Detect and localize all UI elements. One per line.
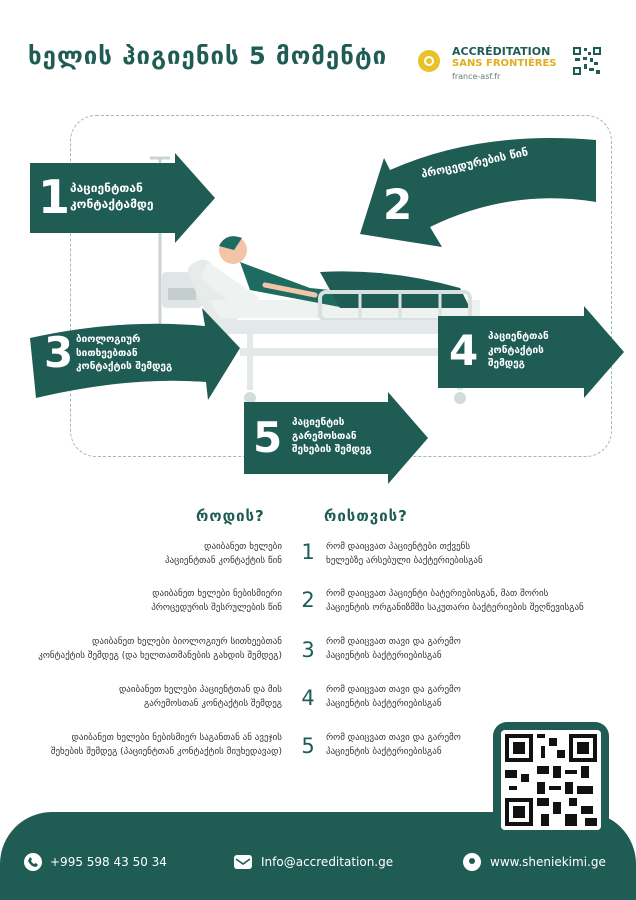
- why-row-3-line-2: პაციენტის ბაქტერიებისგან: [326, 650, 442, 661]
- org-name-line-2: SANS FRONTIÈRES: [452, 58, 557, 69]
- row-5-number: 5: [301, 734, 315, 758]
- qr-code-small: [572, 46, 602, 76]
- when-header: როდის?: [196, 507, 265, 525]
- when-row-3-line-1: დაიბანეთ ხელები ბიოლოგიურ სითხეებთან: [92, 637, 282, 647]
- why-row-3: [326, 636, 566, 664]
- moment-5-number: 5: [253, 413, 283, 462]
- why-row-4-line-1: რომ დაიცვათ თავი და გარემო: [326, 685, 461, 695]
- why-row-2: [326, 588, 626, 616]
- moment-5-label-line-2: გარემოსთან: [292, 430, 357, 442]
- moment-3-label-line-1: ბიოლოგიურ: [76, 334, 141, 345]
- asf-logo-icon: [418, 50, 440, 72]
- why-row-1-line-1: რომ დაიცვათ პაციენტები თქვენს: [326, 542, 471, 552]
- qr-code-large: [501, 730, 601, 830]
- why-row-3-line-1: რომ დაიცვათ თავი და გარემო: [326, 637, 461, 647]
- why-row-1: [326, 541, 566, 569]
- moment-1-label-line-1: პაციენტთან: [70, 181, 143, 195]
- why-row-5: [326, 732, 486, 760]
- org-url[interactable]: france-asf.fr: [452, 72, 501, 81]
- why-row-1-line-2: ხელებზე არსებული ბაქტერიებისგან: [326, 555, 483, 566]
- row-2-number: 2: [301, 588, 315, 612]
- moment-5-label-line-1: პაციენტის: [292, 417, 345, 428]
- moment-2-number: 2: [383, 180, 413, 229]
- why-row-4: [326, 684, 566, 712]
- row-3-number: 3: [301, 638, 315, 662]
- moment-4-label-line-1: პაციენტთან: [488, 331, 549, 342]
- website-link[interactable]: www.sheniekimi.ge: [490, 855, 606, 869]
- when-row-5-line-1: დაიბანეთ ხელები ნებისმიერ საგანთან ან ავეჯის: [71, 733, 282, 743]
- why-row-2-line-1: რომ დაიცვათ პაციენტი ბატერიებისგან, მათ შორის: [326, 589, 549, 599]
- why-row-4-line-2: პაციენტის ბაქტერიებისგან: [326, 698, 442, 709]
- moment-4-label: [488, 330, 549, 371]
- moment-3-number: 3: [44, 328, 74, 377]
- when-row-4: [12, 684, 282, 712]
- email-icon: [234, 855, 252, 869]
- row-4-number: 4: [301, 686, 315, 710]
- why-row-5-line-2: პაციენტის ბაქტერიებისგან: [326, 746, 442, 757]
- when-row-4-line-2: გარემოსთან კონტაქტის შემდეგ: [144, 698, 282, 709]
- moment-3-label-line-3: კონტაქტის შემდეგ: [76, 361, 173, 372]
- moment-1-label-line-2: კონტაქტამდე: [70, 197, 154, 212]
- when-row-5: [12, 732, 282, 760]
- moment-4-label-line-2: კონტაქტის: [488, 344, 544, 356]
- when-row-1-line-2: პაციენტთან კონტაქტის წინ: [164, 555, 282, 566]
- location-icon: [463, 853, 481, 871]
- moment-1-label: [70, 180, 154, 212]
- when-row-2-line-2: პროცედურის შესრულების წინ: [151, 602, 282, 613]
- when-row-1: [12, 541, 282, 569]
- moment-3-label-line-2: სითხეებთან: [76, 347, 138, 359]
- moment-3-label: [76, 333, 172, 374]
- when-row-4-line-1: დაიბანეთ ხელები პაციენტთან და მის: [118, 685, 282, 695]
- moment-4-number: 4: [449, 326, 479, 375]
- why-header: რისთვის?: [324, 507, 408, 525]
- when-row-1-line-1: დაიბანეთ ხელები: [204, 542, 282, 552]
- email-address[interactable]: Info@accreditation.ge: [261, 855, 394, 869]
- why-row-2-line-2: პაციენტის ორგანიზმში საკუთარი ბაქტერიების შეღწევისგან: [326, 602, 584, 613]
- when-row-5-line-2: შეხების შემდეგ (პაციენტთან კონტაქტის მიუხედავად): [50, 746, 282, 757]
- when-row-3: [12, 636, 282, 664]
- org-name-line-1: ACCRÉDITATION: [452, 45, 551, 58]
- moment-1-number: 1: [38, 170, 71, 224]
- page-title: ხელის ჰიგიენის 5 მომენტი: [28, 42, 388, 70]
- moment-2-label: პროცედურების წინ: [420, 145, 530, 181]
- moment-4-label-line-3: შემდეგ: [488, 358, 525, 369]
- why-row-5-line-1: რომ დაიცვათ თავი და გარემო: [326, 733, 461, 743]
- phone-icon: [24, 853, 42, 871]
- moment-5-label: [292, 416, 372, 457]
- when-row-2: [12, 588, 282, 616]
- row-1-number: 1: [301, 540, 315, 564]
- phone-number[interactable]: +995 598 43 50 34: [50, 855, 167, 869]
- moment-5-label-line-3: შეხების შემდეგ: [292, 444, 372, 455]
- when-row-3-line-2: კონტაქტის შემდეგ (და ხელთათმანების გახდის შემდეგ): [38, 650, 282, 661]
- when-row-2-line-1: დაიბანეთ ხელები ნებისმიერი: [152, 589, 282, 599]
